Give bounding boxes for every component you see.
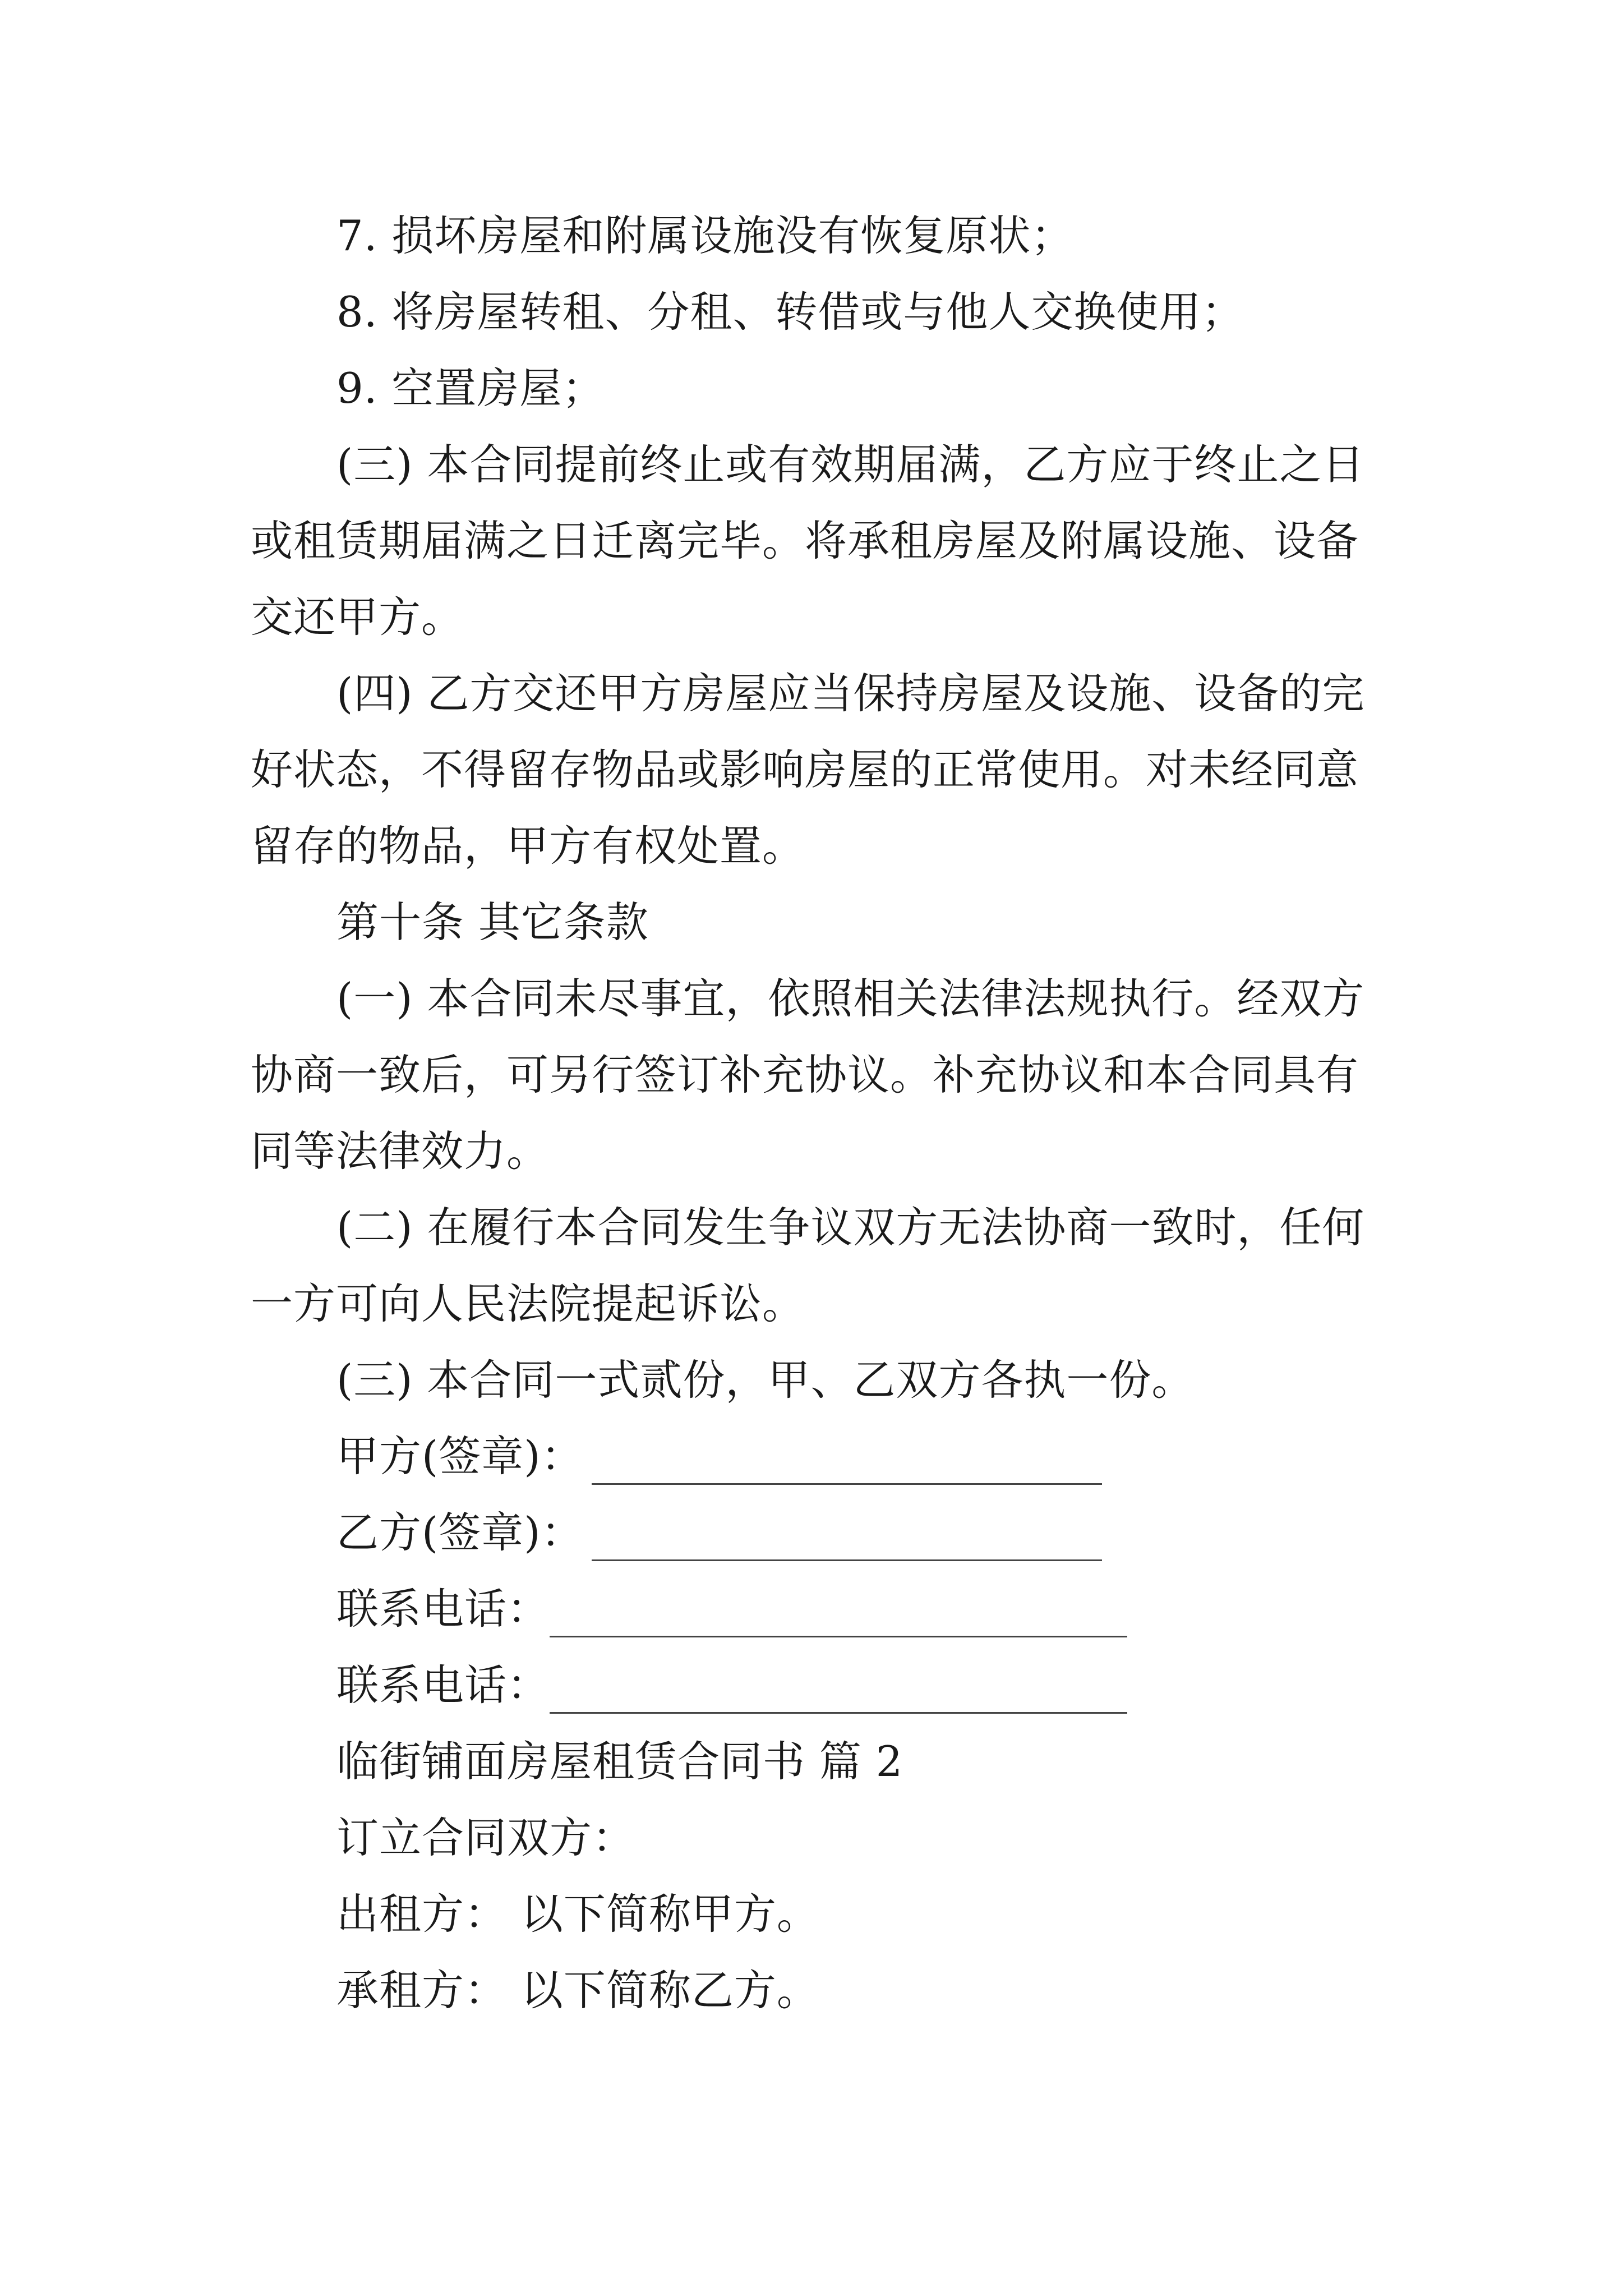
- section-heading: 第十条 其它条款: [336, 898, 649, 947]
- phone-blank-1[interactable]: [550, 1636, 1127, 1637]
- phone-label-2: 联系电话：: [336, 1660, 550, 1710]
- signature-blank-party-b[interactable]: [592, 1559, 1102, 1561]
- signature-label-party-b: 乙方(签章)：: [336, 1508, 584, 1557]
- paragraph-line: (四) 乙方交还甲方房屋应当保持房屋及设施、设备的完: [336, 669, 1365, 718]
- paragraph-line: (三) 本合同一式贰份，甲、乙双方各执一份。: [336, 1355, 1195, 1405]
- paragraph-line: 协商一致后，可另行签订补充协议。补充协议和本合同具有: [251, 1050, 1359, 1099]
- paragraph-line: 好状态，不得留存物品或影响房屋的正常使用。对未经同意: [251, 745, 1359, 794]
- paragraph-line: 8. 将房屋转租、分租、转借或与他人交换使用；: [336, 287, 1244, 337]
- signature-label-party-a: 甲方(签章)：: [336, 1432, 584, 1481]
- paragraph-line: 9. 空置房屋；: [336, 364, 605, 413]
- paragraph-line: (三) 本合同提前终止或有效期届满，乙方应于终止之日: [336, 440, 1365, 489]
- paragraph-line: (二) 在履行本合同发生争议双方无法协商一致时，任何: [336, 1203, 1365, 1252]
- contract-title-part2: 临街铺面房屋租赁合同书 篇 2: [336, 1737, 903, 1786]
- paragraph-line: 或租赁期届满之日迁离完毕。将承租房屋及附属设施、设备: [251, 516, 1359, 565]
- paragraph-line: 一方可向人民法院提起诉讼。: [251, 1279, 805, 1328]
- phone-label-1: 联系电话：: [336, 1584, 550, 1634]
- paragraph-line: 同等法律效力。: [251, 1126, 550, 1176]
- paragraph-line: 交还甲方。: [251, 592, 464, 642]
- paragraph-line: 7. 损坏房屋和附属设施没有恢复原状；: [336, 211, 1074, 260]
- paragraph-line: 订立合同双方：: [336, 1813, 635, 1862]
- paragraph-line: (一) 本合同未尽事宜，依照相关法律法规执行。经双方: [336, 974, 1365, 1023]
- paragraph-line: 承租方： 以下简称乙方。: [336, 1966, 819, 2015]
- paragraph-line: 留存的物品，甲方有权处置。: [251, 821, 805, 871]
- phone-blank-2[interactable]: [550, 1712, 1127, 1714]
- signature-blank-party-a[interactable]: [592, 1483, 1102, 1485]
- paragraph-line: 出租方： 以下简称甲方。: [336, 1889, 819, 1939]
